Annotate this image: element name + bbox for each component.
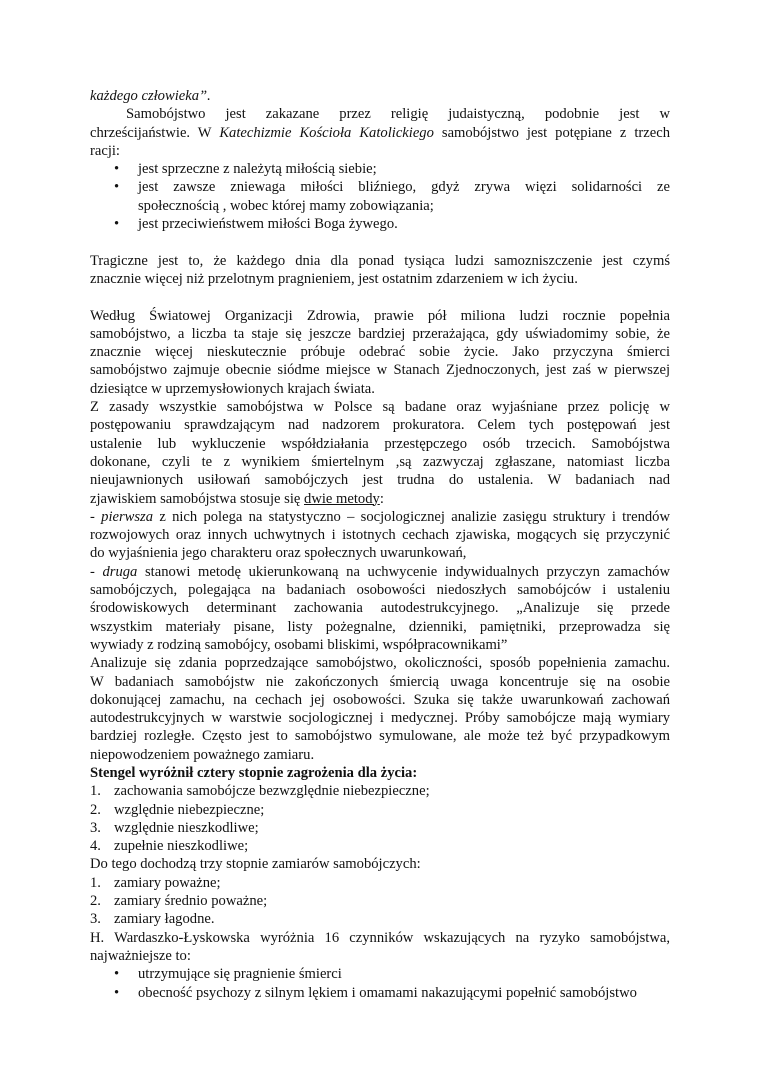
- item-number: 3.: [90, 911, 101, 928]
- numbered-item-text: zamiary średnio poważne;: [114, 893, 268, 910]
- list-item: [90, 984, 670, 1002]
- paragraph-line: samobójczych, polegająca na badaniach osobowości niedoszłych samobójców i ustaleniu: [90, 582, 670, 599]
- numbered-item-text: zachowania samobójcze bezwzględnie niebezpieczne;: [114, 783, 430, 800]
- numbered-item: [90, 910, 670, 928]
- item-number: 4.: [90, 838, 101, 855]
- intro-text: samobójstwo jest potępiane z trzech: [433, 124, 670, 141]
- bullet-icon: •: [114, 179, 120, 196]
- list-item: [90, 215, 670, 233]
- paragraph-text: z nich polega na statystyczno – socjologicznej analizie zasięgu struktury i trendów: [153, 508, 670, 525]
- paragraph-line: wywiady z rodziną samobójcy, osobami bliskimi, współpracownikami”: [90, 636, 508, 653]
- catechism-title: Katechizmie Kościoła Katolickiego: [219, 124, 434, 141]
- paragraph-line: znacznie więcej niż przelotnym pragnieniem, jest ostatnim zdarzeniem w ich życiu.: [90, 270, 578, 287]
- numbered-item-text: względnie niebezpieczne;: [114, 801, 265, 818]
- bullet-icon: •: [114, 161, 120, 178]
- paragraph-line: postępowaniu sprawdzającym nad nadzorem prokuratora. Celem tych postępowań jest: [90, 417, 670, 434]
- numbered-item-text: względnie nieszkodliwe;: [114, 819, 259, 836]
- dash: -: [90, 563, 103, 580]
- list-item-text: jest sprzeczne z należytą miłością siebie;: [138, 161, 377, 178]
- paragraph-line: dokonane, czyli te z wynikiem śmiertelnym ,są zazwyczaj zgłaszane, natomiast liczba: [90, 453, 670, 470]
- paragraph-line: nieujawnionych usiłowań samobójczych jest trudna do ustalenia. W badaniach nad: [90, 472, 670, 489]
- list-item: [90, 965, 670, 983]
- numbered-item: [90, 874, 670, 892]
- bullet-icon: •: [114, 966, 120, 983]
- paragraph-text: zjawiskiem samobójstwa stosuje się: [90, 490, 305, 507]
- item-number: 2.: [90, 801, 101, 818]
- paragraph-line: H. Wardaszko-Łyskowska wyróżnia 16 czynników wskazujących na ryzyko samobójstwa,: [90, 929, 670, 946]
- intro-quote-end: każdego człowieka”.: [90, 88, 211, 104]
- list-item-text: utrzymujące się pragnienie śmierci: [138, 966, 342, 983]
- numbered-item: [90, 892, 670, 910]
- paragraph-line: dokonującej zamachu, na cechach jej osobowości. Szuka się także uwarunkowań zachowań: [90, 691, 670, 708]
- list-item-continuation: społecznością , wobec której mamy zobowiązania;: [138, 197, 434, 214]
- intro-text: chrześcijaństwie. W: [90, 124, 220, 141]
- dash: -: [90, 508, 102, 525]
- item-number: 1.: [90, 874, 101, 891]
- paragraph-line: Tragiczne jest to, że każdego dnia dla ponad tysiąca ludzi samozniszczenie jest czymś: [90, 252, 670, 269]
- intro-line: Samobójstwo jest zakazane przez religię judaistyczną, podobnie jest w: [126, 106, 670, 123]
- paragraph-line: autodestrukcyjnych w warstwie socjologicznej i medycznej. Próby samobójcze mają wymiary: [90, 710, 670, 727]
- paragraph-line: Według Światowej Organizacji Zdrowia, prawie pół miliona ludzi rocznie popełnia: [90, 307, 670, 324]
- numbered-item: [90, 801, 670, 819]
- list-item-text: jest zawsze zniewaga miłości bliźniego, gdyż zrywa więzi solidarności ze: [138, 179, 670, 196]
- bullet-icon: •: [114, 216, 120, 233]
- item-number: 3.: [90, 819, 101, 836]
- paragraph-line: ustalenie lub wykluczenie współdziałania przestępczego osób trzecich. Samobójstwa: [90, 435, 670, 452]
- intent-heading: Do tego dochodzą trzy stopnie zamiarów samobójczych:: [90, 856, 421, 873]
- paragraph-line: bardziej rozległe. Często jest to samobójstwo symulowane, ale może też być przypadkowym: [90, 728, 670, 745]
- item-number: 1.: [90, 783, 101, 800]
- item-number: 2.: [90, 893, 101, 910]
- numbered-item-text: zamiary łagodne.: [114, 911, 215, 928]
- paragraph-line: [90, 490, 670, 508]
- method-first-label: pierwsza: [101, 508, 154, 525]
- numbered-item: [90, 837, 670, 855]
- paragraph-line: samobójstwo zajmuje obecnie siódme miejsce w Stanach Zjednoczonych, jest zaś w pierwszej: [90, 362, 670, 379]
- bullet-icon: •: [114, 984, 120, 1001]
- paragraph-line: wszystkim materiały pisane, listy pożegnalne, dzienniki, pamiętniki, przeprowadza się: [90, 618, 670, 635]
- paragraph-line: W badaniach samobójstw nie zakończonych śmiercią uwaga koncentruje się na osobie: [90, 673, 670, 690]
- numbered-item: [90, 819, 670, 837]
- paragraph-line: samobójstwo, a liczba ta staje się jeszcze bardziej przerażająca, gdy uświadomimy sobie, że: [90, 325, 670, 342]
- numbered-item: [90, 782, 670, 800]
- paragraph-line: rozwojowych oraz innych uchwytnych i istotnych cechach zjawiska, mogących się przyczynić: [90, 527, 670, 544]
- numbered-item-text: zamiary poważne;: [114, 874, 221, 891]
- intro-line: [90, 124, 670, 142]
- two-methods-underlined: dwie metody: [304, 490, 380, 507]
- paragraph-line: niepowodzeniem poważnego zamiaru.: [90, 746, 315, 763]
- document-page: [90, 87, 670, 1002]
- list-item-text: obecność psychozy z silnym lękiem i omamami nakazującymi popełnić samobójstwo: [138, 984, 637, 1001]
- stengel-heading: Stengel wyróżnił cztery stopnie zagrożenia dla życia:: [90, 764, 418, 781]
- method-second-label: druga: [102, 563, 138, 580]
- paragraph-line: środowiskowych determinant zachowania autodestrukcyjnego. „Analizuje się przede: [90, 600, 670, 617]
- paragraph-line: Z zasady wszystkie samobójstwa w Polsce są badane oraz wyjaśniane przez policję w: [90, 399, 670, 416]
- list-item: [90, 160, 670, 178]
- paragraph-line: Analizuje się zdania poprzedzające samobójstwo, okoliczności, sposób popełnienia zamachu.: [90, 655, 670, 672]
- paragraph-line: [90, 563, 670, 581]
- paragraph-line: najważniejsze to:: [90, 947, 191, 964]
- paragraph-line: znacznie więcej nieskutecznie próbuje odebrać sobie życie. Jako przyczyna śmierci: [90, 344, 670, 361]
- paragraph-line: do wyjaśnienia jego charakteru oraz społecznych uwarunkowań,: [90, 545, 467, 562]
- intro-line: racji:: [90, 142, 120, 159]
- paragraph-line: [90, 508, 670, 526]
- list-item-text: jest przeciwieństwem miłości Boga żywego.: [138, 216, 398, 233]
- paragraph-line: dziesiątce w uprzemysłowionych krajach świata.: [90, 380, 375, 397]
- numbered-item-text: zupełnie nieszkodliwe;: [114, 838, 249, 855]
- paragraph-text: :: [379, 490, 384, 507]
- list-item: [90, 178, 670, 196]
- paragraph-text: stanowi metodę ukierunkowaną na uchwycenie indywidualnych przyczyn zamachów: [137, 563, 670, 580]
